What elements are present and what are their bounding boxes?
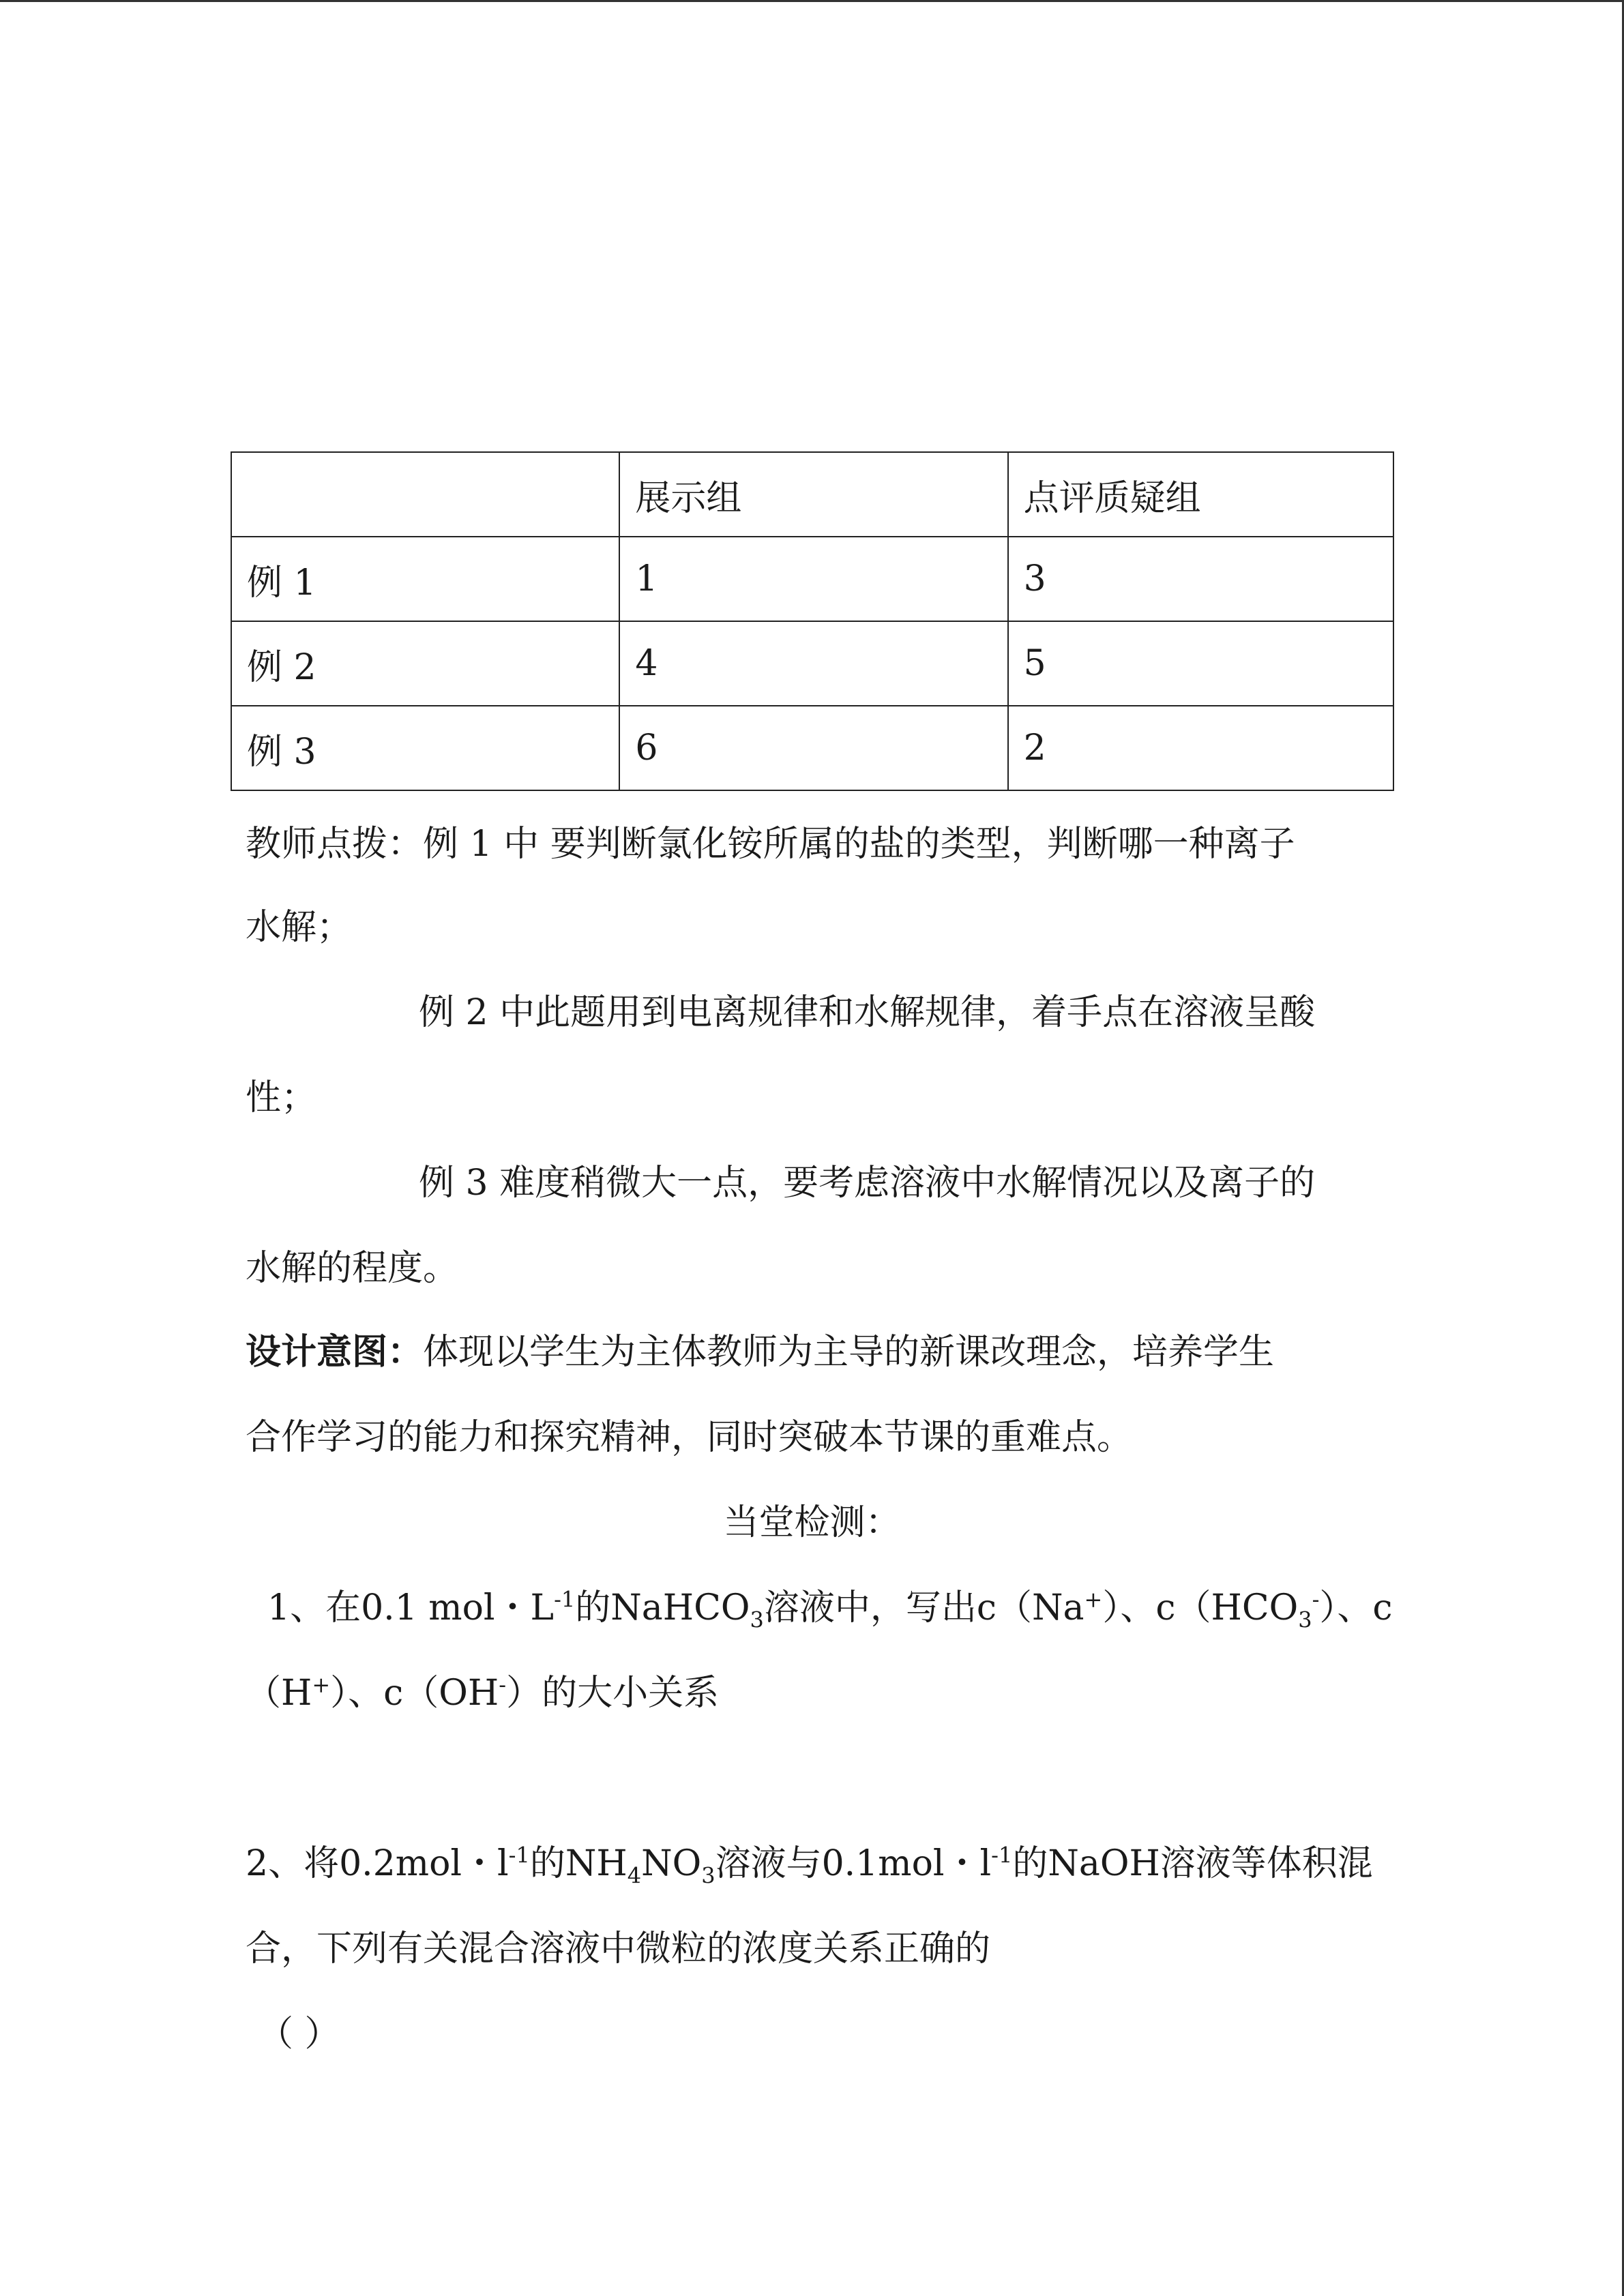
table-cell: 5 [1008, 621, 1393, 706]
group-assignment-table [231, 451, 1394, 791]
test-title: 当堂检测： [723, 1502, 901, 1543]
question-2-line: 合，下列有关混合溶液中微粒的浓度关系正确的 [246, 1928, 991, 1969]
table-cell: 6 [619, 706, 1007, 790]
q1-text: ）的大小关系 [506, 1673, 720, 1714]
q1-sup: + [1084, 1586, 1103, 1613]
q1-text: （H [246, 1673, 312, 1714]
table-cell: 例 2 [231, 621, 619, 706]
q1-text: ）、c（OH [330, 1673, 499, 1714]
design-intent-text: 体现以学生为主体教师为主导的新课改理念，培养学生 [423, 1332, 1275, 1373]
q2-text: 的NH [529, 1843, 628, 1884]
teacher-guidance-line: 水解的程度。 [246, 1248, 459, 1289]
table-header-cell: 点评质疑组 [1008, 452, 1393, 537]
teacher-guidance-line: 例 2 中此题用到电离规律和水解规律，着手点在溶液呈酸 [419, 992, 1316, 1033]
teacher-guidance-line: 水解； [246, 907, 353, 948]
q1-text: 溶液中，写出c（Na [763, 1587, 1084, 1628]
table-header-cell [231, 452, 619, 537]
q2-sub: 3 [701, 1862, 715, 1889]
q1-sup: - [499, 1671, 507, 1698]
teacher-guidance-line: 例 3 难度稍微大一点，要考虑溶液中水解情况以及离子的 [419, 1163, 1316, 1204]
q1-text: 的NaHCO [575, 1587, 750, 1628]
table-cell: 1 [619, 537, 1007, 621]
table-cell: 3 [1008, 537, 1393, 621]
table-cell: 4 [619, 621, 1007, 706]
design-intent-line: 合作学习的能力和探究精神，同时突破本节课的重难点。 [246, 1417, 1133, 1458]
q1-sub: 3 [750, 1607, 764, 1633]
q2-text: 2、将0.2mol・l [246, 1843, 509, 1884]
table-row [231, 621, 1393, 706]
design-intent-line [246, 1332, 1274, 1373]
question-1-line [267, 1586, 1393, 1633]
q2-text: NO [641, 1843, 702, 1884]
q1-text: ）、c（HCO [1102, 1587, 1299, 1628]
q1-sup: - [1312, 1586, 1320, 1613]
question-2-line [246, 1842, 1373, 1889]
design-intent-label: 设计意图： [246, 1331, 424, 1373]
q1-text: ）、c [1319, 1587, 1393, 1628]
page-border-top [0, 0, 1624, 2]
q2-sup: -1 [508, 1842, 530, 1868]
q2-text: 的NaOH溶液等体积混 [1012, 1843, 1373, 1884]
q2-sub: 4 [627, 1862, 642, 1889]
q1-sup: + [312, 1671, 331, 1698]
table-cell: 例 3 [231, 706, 619, 790]
table-row [231, 537, 1393, 621]
teacher-guidance-line: 教师点拨：例 1 中 要判断氯化铵所属的盐的类型，判断哪一种离子 [246, 824, 1295, 865]
q1-text: 1、在0.1 mol・L [267, 1587, 555, 1628]
q1-sup: -1 [554, 1586, 576, 1613]
q2-sup: -1 [991, 1842, 1013, 1868]
table-cell: 2 [1008, 706, 1393, 790]
answer-blank: （ ） [258, 2014, 340, 2055]
q2-text: 溶液与0.1mol・l [715, 1843, 992, 1884]
table-cell: 例 1 [231, 537, 619, 621]
question-1-line [246, 1673, 719, 1714]
table-header-cell: 展示组 [619, 452, 1007, 537]
teacher-guidance-line: 性； [246, 1077, 317, 1118]
table-row [231, 706, 1393, 790]
table-header-row [231, 452, 1393, 537]
q1-sub: 3 [1298, 1607, 1312, 1633]
